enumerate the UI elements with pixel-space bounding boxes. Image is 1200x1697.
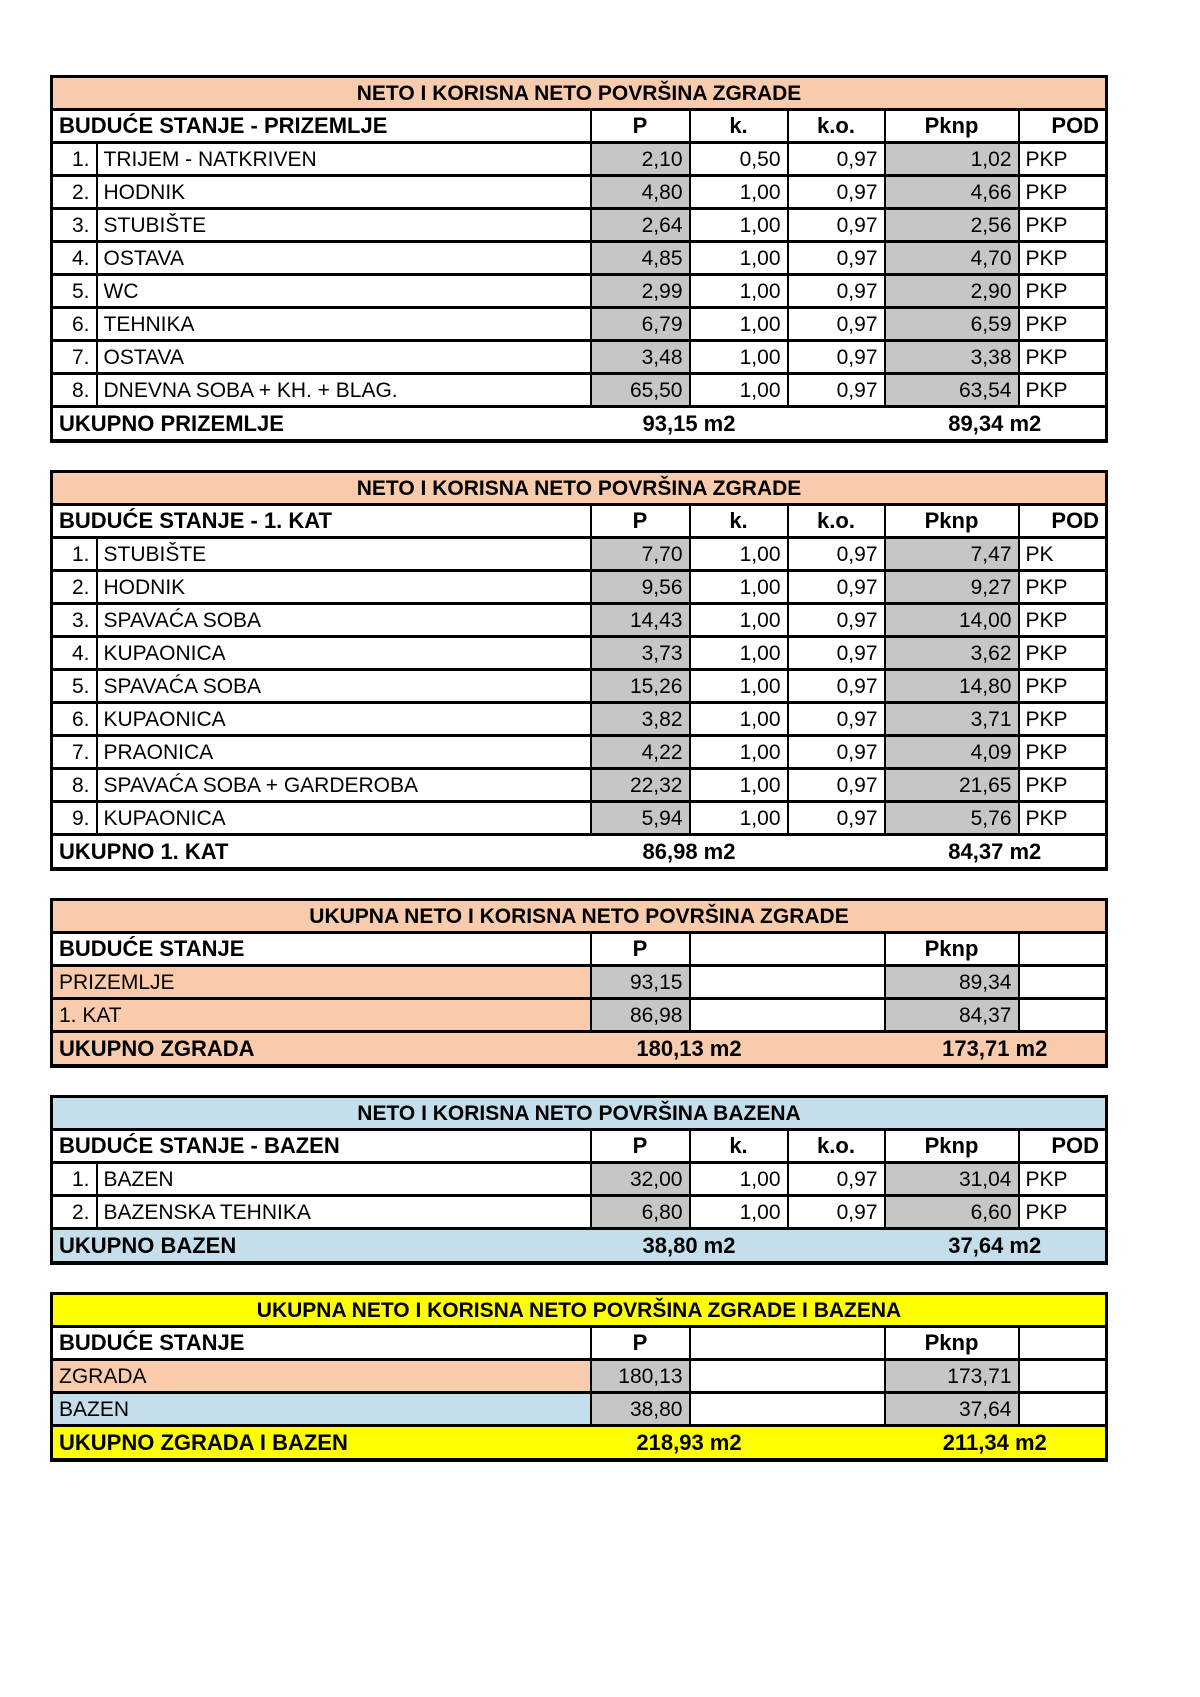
- col-header-ko: k.o.: [788, 505, 885, 538]
- p-value: 7,70: [591, 538, 690, 571]
- ko-value: 0,97: [788, 703, 885, 736]
- tables-area: [50, 75, 1105, 1489]
- pknp-value: 3,38: [885, 341, 1019, 374]
- p-value: 6,79: [591, 308, 690, 341]
- ko-value: 0,97: [788, 209, 885, 242]
- pknp-value: 84,37: [885, 999, 1019, 1032]
- spacer-cell: [690, 999, 885, 1032]
- pknp-value: 14,80: [885, 670, 1019, 703]
- table-title: NETO I KORISNA NETO POVRŠINA BAZENA: [52, 1097, 1107, 1130]
- row-number: 1.: [52, 143, 97, 176]
- col-header-pknp: Pknp: [885, 1327, 1019, 1360]
- area-table-2: [50, 470, 1108, 871]
- spacer-cell: [1019, 966, 1107, 999]
- p-value: 6,80: [591, 1196, 690, 1229]
- pod-value: PKP: [1019, 1163, 1107, 1196]
- col-header-k: k.: [690, 110, 788, 143]
- table-row: [52, 1393, 1107, 1426]
- pod-value: PKP: [1019, 703, 1107, 736]
- pod-value: PKP: [1019, 604, 1107, 637]
- col-header-pknp: Pknp: [885, 505, 1019, 538]
- table-row: [52, 143, 1107, 176]
- p-value: 32,00: [591, 1163, 690, 1196]
- header-label: BUDUĆE STANJE - PRIZEMLJE: [52, 110, 591, 143]
- area-table-4: [50, 1095, 1108, 1265]
- row-number: 1.: [52, 1163, 97, 1196]
- pknp-value: 6,60: [885, 1196, 1019, 1229]
- table-title: NETO I KORISNA NETO POVRŠINA ZGRADE: [52, 77, 1107, 110]
- spacer-cell: [690, 1360, 885, 1393]
- table-row: [52, 637, 1107, 670]
- col-header-pod: POD: [1019, 110, 1107, 143]
- col-header-p: P: [591, 1130, 690, 1163]
- table-row: [52, 209, 1107, 242]
- p-value: 14,43: [591, 604, 690, 637]
- column-header-row: [52, 933, 1107, 966]
- row-number: 2.: [52, 1196, 97, 1229]
- total-p-value: 38,80 m2: [591, 1229, 788, 1264]
- k-value: 1,00: [690, 538, 788, 571]
- col-header-pknp: Pknp: [885, 110, 1019, 143]
- col-header-k: k.: [690, 505, 788, 538]
- total-spacer: [788, 1229, 885, 1264]
- table-row: [52, 571, 1107, 604]
- pod-value: PKP: [1019, 374, 1107, 407]
- table-row: [52, 703, 1107, 736]
- table-title: NETO I KORISNA NETO POVRŠINA ZGRADE: [52, 472, 1107, 505]
- p-value: 2,64: [591, 209, 690, 242]
- row-number: 6.: [52, 703, 97, 736]
- table-row: [52, 1196, 1107, 1229]
- k-value: 1,00: [690, 736, 788, 769]
- col-header-pod: POD: [1019, 505, 1107, 538]
- k-value: 1,00: [690, 670, 788, 703]
- pknp-value: 89,34: [885, 966, 1019, 999]
- ko-value: 0,97: [788, 275, 885, 308]
- pknp-value: 4,70: [885, 242, 1019, 275]
- row-number: 4.: [52, 637, 97, 670]
- room-name: KUPAONICA: [97, 637, 591, 670]
- header-label: BUDUĆE STANJE - BAZEN: [52, 1130, 591, 1163]
- table-row: [52, 670, 1107, 703]
- col-header-p: P: [591, 110, 690, 143]
- ko-value: 0,97: [788, 637, 885, 670]
- total-spacer: [788, 1426, 885, 1461]
- area-table-3: [50, 898, 1108, 1068]
- total-spacer: [788, 1032, 885, 1067]
- k-value: 1,00: [690, 242, 788, 275]
- total-p-value: 218,93 m2: [591, 1426, 788, 1461]
- header-label: BUDUĆE STANJE - 1. KAT: [52, 505, 591, 538]
- p-value: 2,99: [591, 275, 690, 308]
- k-value: 0,50: [690, 143, 788, 176]
- table-title: UKUPNA NETO I KORISNA NETO POVRŠINA ZGRADE: [52, 900, 1107, 933]
- header-spacer: [1019, 933, 1107, 966]
- ko-value: 0,97: [788, 242, 885, 275]
- p-value: 3,73: [591, 637, 690, 670]
- ko-value: 0,97: [788, 538, 885, 571]
- p-value: 93,15: [591, 966, 690, 999]
- room-name: OSTAVA: [97, 341, 591, 374]
- total-pknp-value: 89,34 m2: [885, 407, 1107, 442]
- pod-value: PKP: [1019, 637, 1107, 670]
- table-row: [52, 802, 1107, 835]
- col-header-p: P: [591, 505, 690, 538]
- total-row: [52, 1426, 1107, 1461]
- summary-row-label: PRIZEMLJE: [52, 966, 591, 999]
- ko-value: 0,97: [788, 802, 885, 835]
- total-row: [52, 407, 1107, 442]
- header-spacer: [690, 933, 885, 966]
- ko-value: 0,97: [788, 670, 885, 703]
- col-header-ko: k.o.: [788, 1130, 885, 1163]
- p-value: 4,80: [591, 176, 690, 209]
- ko-value: 0,97: [788, 341, 885, 374]
- p-value: 5,94: [591, 802, 690, 835]
- row-number: 5.: [52, 275, 97, 308]
- p-value: 9,56: [591, 571, 690, 604]
- total-pknp-value: 173,71 m2: [885, 1032, 1107, 1067]
- k-value: 1,00: [690, 209, 788, 242]
- k-value: 1,00: [690, 769, 788, 802]
- col-header-pknp: Pknp: [885, 933, 1019, 966]
- pknp-value: 5,76: [885, 802, 1019, 835]
- p-value: 4,22: [591, 736, 690, 769]
- total-spacer: [788, 835, 885, 870]
- ko-value: 0,97: [788, 374, 885, 407]
- table-row: [52, 604, 1107, 637]
- pknp-value: 7,47: [885, 538, 1019, 571]
- pknp-value: 37,64: [885, 1393, 1019, 1426]
- k-value: 1,00: [690, 374, 788, 407]
- total-row: [52, 1229, 1107, 1264]
- pod-value: PKP: [1019, 209, 1107, 242]
- table-row: [52, 1163, 1107, 1196]
- table-row: [52, 999, 1107, 1032]
- room-name: SPAVAĆA SOBA: [97, 670, 591, 703]
- row-number: 6.: [52, 308, 97, 341]
- col-header-p: P: [591, 933, 690, 966]
- spacer-cell: [1019, 999, 1107, 1032]
- area-table-5: [50, 1292, 1108, 1462]
- total-label: UKUPNO ZGRADA: [52, 1032, 591, 1067]
- k-value: 1,00: [690, 703, 788, 736]
- pknp-value: 9,27: [885, 571, 1019, 604]
- pknp-value: 4,66: [885, 176, 1019, 209]
- table-row: [52, 308, 1107, 341]
- p-value: 3,48: [591, 341, 690, 374]
- ko-value: 0,97: [788, 571, 885, 604]
- summary-row-label: ZGRADA: [52, 1360, 591, 1393]
- room-name: STUBIŠTE: [97, 209, 591, 242]
- spacer-cell: [1019, 1360, 1107, 1393]
- k-value: 1,00: [690, 308, 788, 341]
- room-name: HODNIK: [97, 176, 591, 209]
- column-header-row: [52, 110, 1107, 143]
- row-number: 8.: [52, 374, 97, 407]
- header-label: BUDUĆE STANJE: [52, 1327, 591, 1360]
- ko-value: 0,97: [788, 1196, 885, 1229]
- total-label: UKUPNO 1. KAT: [52, 835, 591, 870]
- pknp-value: 1,02: [885, 143, 1019, 176]
- pknp-value: 21,65: [885, 769, 1019, 802]
- col-header-k: k.: [690, 1130, 788, 1163]
- room-name: STUBIŠTE: [97, 538, 591, 571]
- table-row: [52, 736, 1107, 769]
- p-value: 15,26: [591, 670, 690, 703]
- pod-value: PKP: [1019, 242, 1107, 275]
- row-number: 7.: [52, 736, 97, 769]
- total-p-value: 180,13 m2: [591, 1032, 788, 1067]
- p-value: 38,80: [591, 1393, 690, 1426]
- row-number: 1.: [52, 538, 97, 571]
- pknp-value: 2,90: [885, 275, 1019, 308]
- pknp-value: 4,09: [885, 736, 1019, 769]
- room-name: PRAONICA: [97, 736, 591, 769]
- pod-value: PKP: [1019, 802, 1107, 835]
- spacer-cell: [1019, 1393, 1107, 1426]
- total-row: [52, 1032, 1107, 1067]
- table-title-row: [52, 1294, 1107, 1327]
- table-row: [52, 242, 1107, 275]
- k-value: 1,00: [690, 604, 788, 637]
- total-label: UKUPNO ZGRADA I BAZEN: [52, 1426, 591, 1461]
- column-header-row: [52, 505, 1107, 538]
- p-value: 22,32: [591, 769, 690, 802]
- room-name: TRIJEM - NATKRIVEN: [97, 143, 591, 176]
- col-header-pod: POD: [1019, 1130, 1107, 1163]
- table-title-row: [52, 472, 1107, 505]
- pod-value: PKP: [1019, 769, 1107, 802]
- room-name: OSTAVA: [97, 242, 591, 275]
- room-name: HODNIK: [97, 571, 591, 604]
- p-value: 180,13: [591, 1360, 690, 1393]
- k-value: 1,00: [690, 341, 788, 374]
- pknp-value: 3,71: [885, 703, 1019, 736]
- table-row: [52, 374, 1107, 407]
- room-name: KUPAONICA: [97, 703, 591, 736]
- table-title: UKUPNA NETO I KORISNA NETO POVRŠINA ZGRADE I BAZENA: [52, 1294, 1107, 1327]
- table-row: [52, 966, 1107, 999]
- p-value: 3,82: [591, 703, 690, 736]
- row-number: 4.: [52, 242, 97, 275]
- table-row: [52, 769, 1107, 802]
- row-number: 3.: [52, 209, 97, 242]
- k-value: 1,00: [690, 802, 788, 835]
- table-row: [52, 341, 1107, 374]
- pknp-value: 31,04: [885, 1163, 1019, 1196]
- room-name: BAZEN: [97, 1163, 591, 1196]
- pknp-value: 63,54: [885, 374, 1019, 407]
- spacer-cell: [690, 1393, 885, 1426]
- pod-value: PK: [1019, 538, 1107, 571]
- ko-value: 0,97: [788, 1163, 885, 1196]
- table-title-row: [52, 77, 1107, 110]
- table-row: [52, 176, 1107, 209]
- table-row: [52, 275, 1107, 308]
- column-header-row: [52, 1130, 1107, 1163]
- room-name: BAZENSKA TEHNIKA: [97, 1196, 591, 1229]
- p-value: 86,98: [591, 999, 690, 1032]
- k-value: 1,00: [690, 1163, 788, 1196]
- ko-value: 0,97: [788, 308, 885, 341]
- pknp-value: 3,62: [885, 637, 1019, 670]
- p-value: 4,85: [591, 242, 690, 275]
- total-spacer: [788, 407, 885, 442]
- total-p-value: 86,98 m2: [591, 835, 788, 870]
- area-table-1: [50, 75, 1108, 443]
- spacer-cell: [690, 966, 885, 999]
- col-header-p: P: [591, 1327, 690, 1360]
- row-number: 5.: [52, 670, 97, 703]
- total-p-value: 93,15 m2: [591, 407, 788, 442]
- pod-value: PKP: [1019, 341, 1107, 374]
- row-number: 3.: [52, 604, 97, 637]
- row-number: 8.: [52, 769, 97, 802]
- k-value: 1,00: [690, 176, 788, 209]
- header-label: BUDUĆE STANJE: [52, 933, 591, 966]
- summary-row-label: 1. KAT: [52, 999, 591, 1032]
- summary-row-label: BAZEN: [52, 1393, 591, 1426]
- column-header-row: [52, 1327, 1107, 1360]
- p-value: 65,50: [591, 374, 690, 407]
- total-pknp-value: 211,34 m2: [885, 1426, 1107, 1461]
- pod-value: PKP: [1019, 176, 1107, 209]
- room-name: WC: [97, 275, 591, 308]
- row-number: 2.: [52, 571, 97, 604]
- total-row: [52, 835, 1107, 870]
- pknp-value: 6,59: [885, 308, 1019, 341]
- pod-value: PKP: [1019, 571, 1107, 604]
- col-header-pknp: Pknp: [885, 1130, 1019, 1163]
- pod-value: PKP: [1019, 275, 1107, 308]
- pknp-value: 14,00: [885, 604, 1019, 637]
- room-name: DNEVNA SOBA + KH. + BLAG.: [97, 374, 591, 407]
- col-header-ko: k.o.: [788, 110, 885, 143]
- row-number: 7.: [52, 341, 97, 374]
- k-value: 1,00: [690, 571, 788, 604]
- ko-value: 0,97: [788, 604, 885, 637]
- header-spacer: [690, 1327, 885, 1360]
- k-value: 1,00: [690, 1196, 788, 1229]
- room-name: KUPAONICA: [97, 802, 591, 835]
- k-value: 1,00: [690, 275, 788, 308]
- ko-value: 0,97: [788, 769, 885, 802]
- ko-value: 0,97: [788, 176, 885, 209]
- total-pknp-value: 37,64 m2: [885, 1229, 1107, 1264]
- pod-value: PKP: [1019, 143, 1107, 176]
- pod-value: PKP: [1019, 736, 1107, 769]
- row-number: 2.: [52, 176, 97, 209]
- ko-value: 0,97: [788, 143, 885, 176]
- pknp-value: 173,71: [885, 1360, 1019, 1393]
- pod-value: PKP: [1019, 1196, 1107, 1229]
- room-name: TEHNIKA: [97, 308, 591, 341]
- row-number: 9.: [52, 802, 97, 835]
- table-title-row: [52, 900, 1107, 933]
- total-pknp-value: 84,37 m2: [885, 835, 1107, 870]
- header-spacer: [1019, 1327, 1107, 1360]
- pod-value: PKP: [1019, 670, 1107, 703]
- pod-value: PKP: [1019, 308, 1107, 341]
- ko-value: 0,97: [788, 736, 885, 769]
- p-value: 2,10: [591, 143, 690, 176]
- total-label: UKUPNO BAZEN: [52, 1229, 591, 1264]
- table-title-row: [52, 1097, 1107, 1130]
- total-label: UKUPNO PRIZEMLJE: [52, 407, 591, 442]
- room-name: SPAVAĆA SOBA + GARDEROBA: [97, 769, 591, 802]
- k-value: 1,00: [690, 637, 788, 670]
- table-row: [52, 538, 1107, 571]
- pknp-value: 2,56: [885, 209, 1019, 242]
- room-name: SPAVAĆA SOBA: [97, 604, 591, 637]
- table-row: [52, 1360, 1107, 1393]
